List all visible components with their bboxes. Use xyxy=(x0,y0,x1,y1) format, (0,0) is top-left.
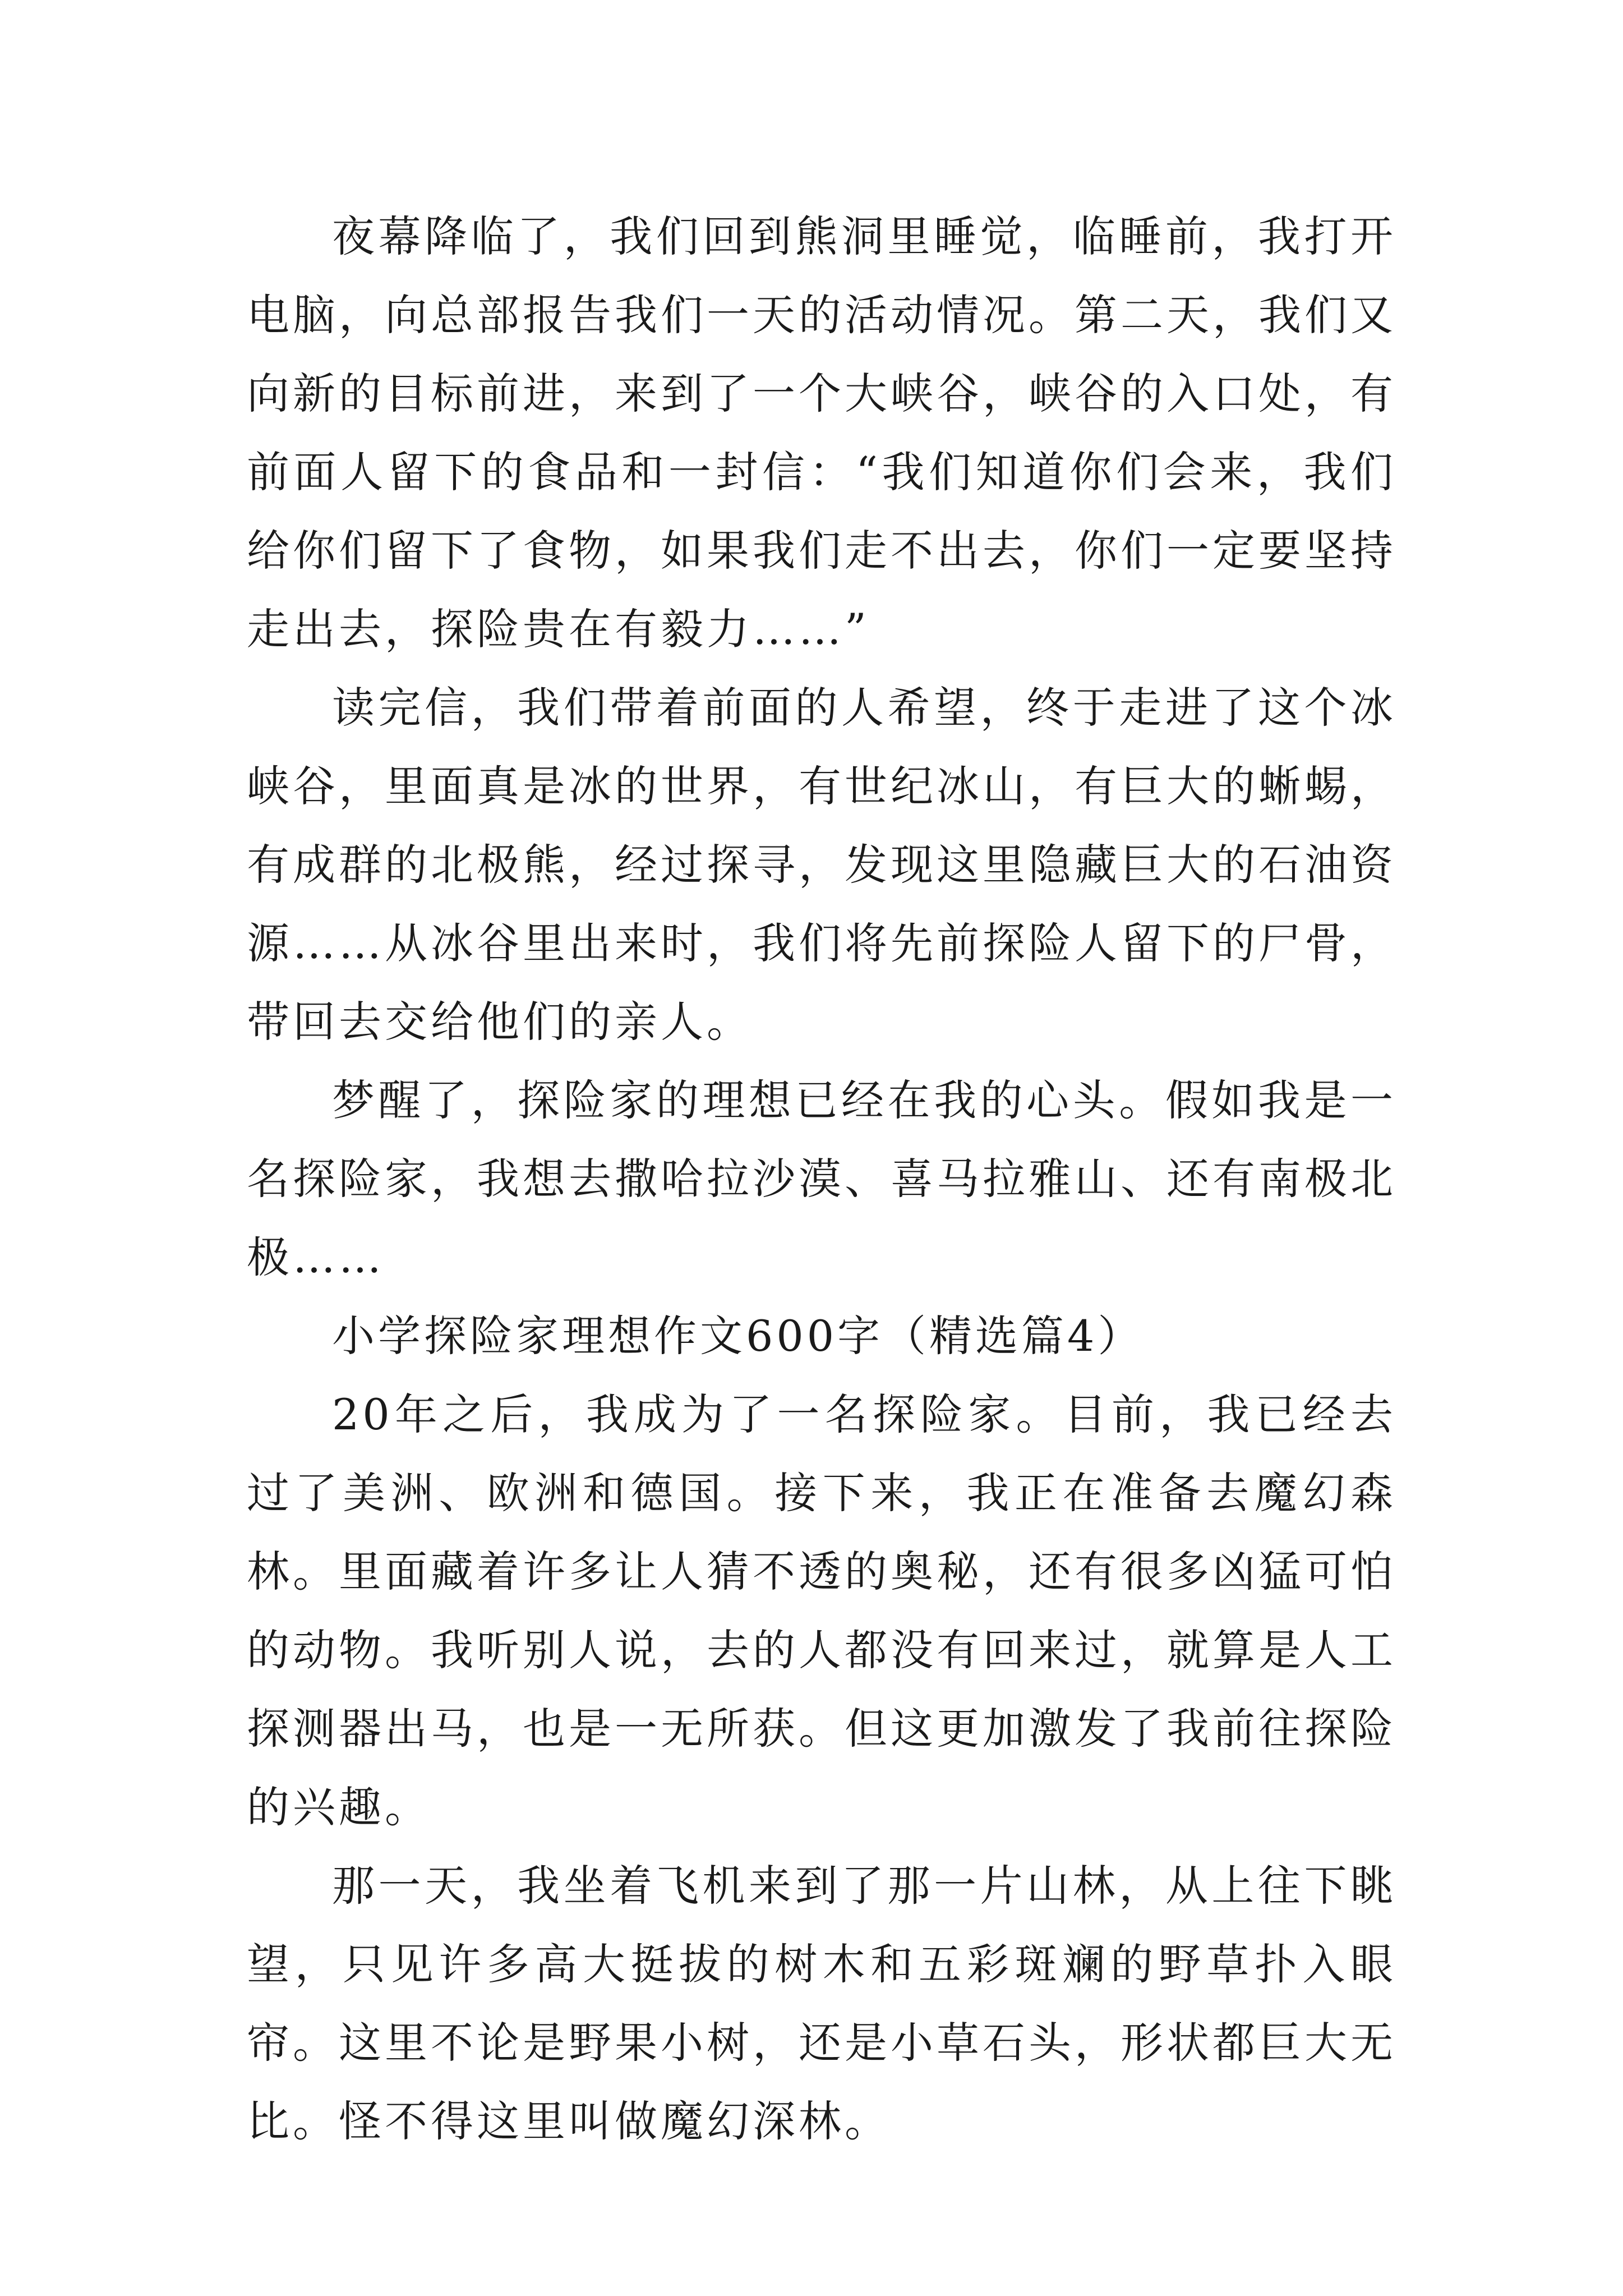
paragraph-1: 夜幕降临了，我们回到熊洞里睡觉，临睡前，我打开电脑，向总部报告我们一天的活动情况。第二天，我们又向新的目标前进，来到了一个大峡谷，峡谷的入口处，有前面人留下的食品和一封信：“我们知道你们会来，我们给你们留下了食物，如果我们走不出去，你们一定要坚持走出去，探险贵在有毅力……” xyxy=(247,211,1396,654)
section-heading: 小学探险家理想作文600字（精选篇4） xyxy=(332,1311,1144,1361)
paragraph-5: 那一天，我坐着飞机来到了那一片山林，从上往下眺望，只见许多高大挺拔的树木和五彩斑斓的野草扑入眼帘。这里不论是野果小树，还是小草石头，形状都巨大无比。怪不得这里叫做魔幻深林。 xyxy=(247,1861,1396,2146)
paragraph-2: 读完信，我们带着前面的人希望，终于走进了这个冰峡谷，里面真是冰的世界，有世纪冰山，有巨大的蜥蜴，有成群的北极熊，经过探寻，发现这里隐藏巨大的石油资源……从冰谷里出来时，我们将先前探险人留下的尸骨，带回去交给他们的亲人。 xyxy=(247,683,1396,1047)
document-body xyxy=(247,197,1396,2161)
paragraph-4: 20年之后，我成为了一名探险家。目前，我已经去过了美洲、欧洲和德国。接下来，我正在准备去魔幻森林。里面藏着许多让人猜不透的奥秘，还有很多凶猛可怕的动物。我听别人说，去的人都没有回来过，就算是人工探测器出马，也是一无所获。但这更加激发了我前往探险的兴趣。 xyxy=(247,1389,1396,1832)
paragraph-3: 梦醒了，探险家的理想已经在我的心头。假如我是一名探险家，我想去撒哈拉沙漠、喜马拉雅山、还有南极北极…… xyxy=(247,1075,1396,1282)
